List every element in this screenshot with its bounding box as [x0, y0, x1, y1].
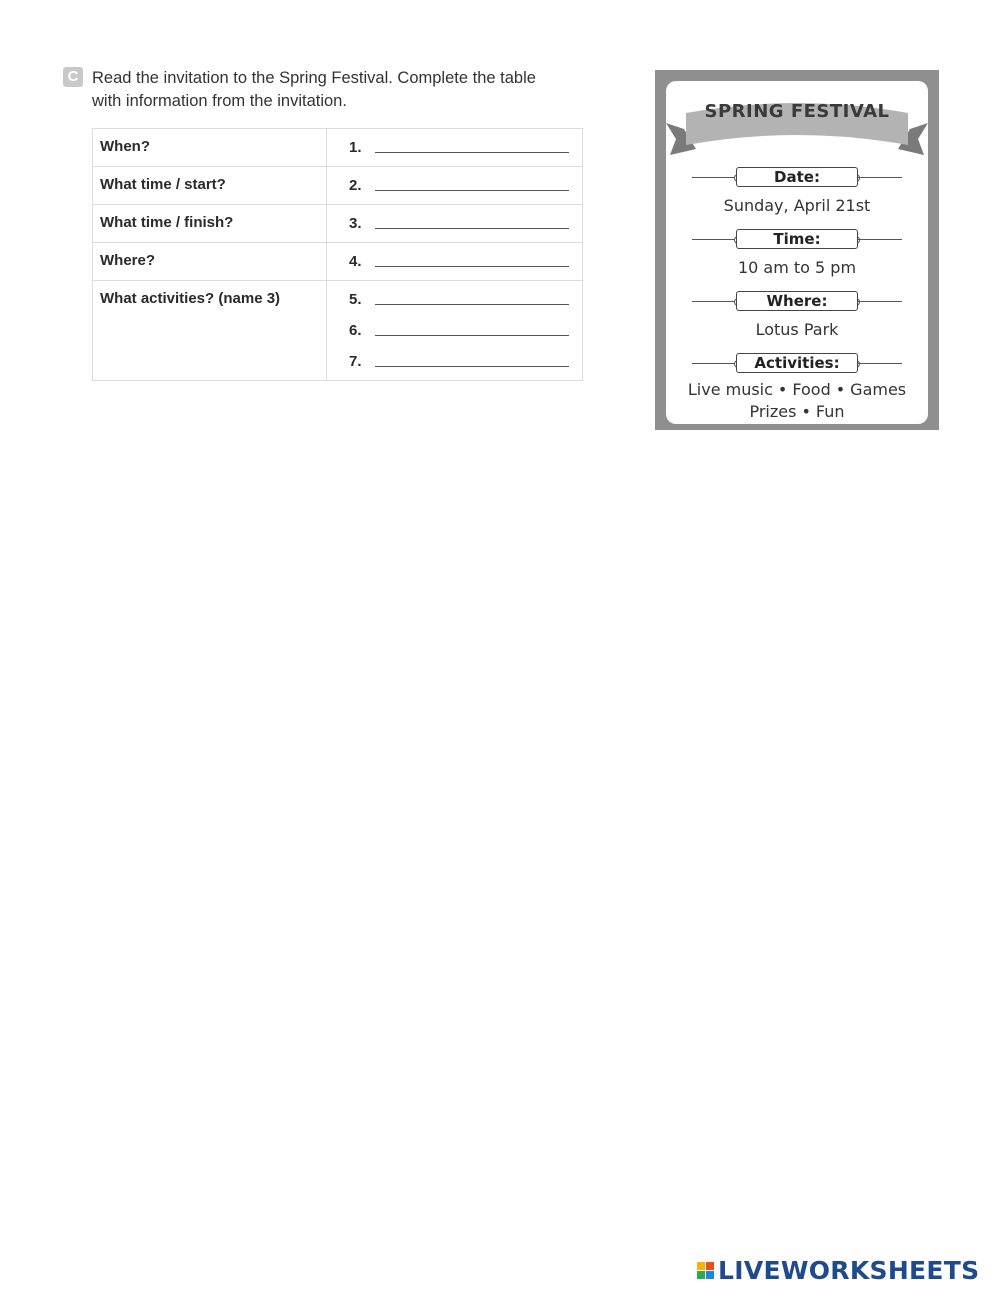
- answer-number: 2.: [349, 177, 362, 194]
- poster-card: [666, 81, 928, 424]
- poster-title: SPRING FESTIVAL: [704, 101, 890, 122]
- activity-item: Prizes: [749, 402, 797, 421]
- answer-blank[interactable]: [375, 190, 569, 191]
- answer-blank[interactable]: [375, 228, 569, 229]
- logo-squares-icon: [697, 1262, 714, 1279]
- bullet: •: [801, 402, 811, 421]
- question-cell: When?: [93, 129, 327, 167]
- activities-line-2: [666, 401, 928, 423]
- answer-cell: [327, 205, 583, 243]
- time-value: 10 am to 5 pm: [737, 258, 857, 277]
- table-row: [93, 205, 583, 243]
- date-label: Date:: [736, 167, 858, 187]
- activities-label: Activities:: [736, 353, 858, 373]
- answer-number: 5.: [349, 291, 362, 308]
- where-label: Where:: [736, 291, 858, 311]
- answer-blank[interactable]: [375, 366, 569, 367]
- bullet: •: [835, 380, 846, 399]
- where-value: Lotus Park: [755, 320, 839, 339]
- answer-cell: [327, 281, 583, 381]
- answer-number: 6.: [349, 322, 362, 339]
- time-label: Time:: [736, 229, 858, 249]
- bullet: •: [777, 380, 788, 399]
- answer-number: 1.: [349, 139, 362, 156]
- question-cell: Where?: [93, 243, 327, 281]
- liveworksheets-logo: [697, 1256, 979, 1285]
- instructions-text: Read the invitation to the Spring Festival. Complete the table with information from the invitation.: [92, 69, 536, 110]
- answer-number: 3.: [349, 215, 362, 232]
- exercise-badge: C: [63, 67, 83, 87]
- answer-number: 7.: [349, 353, 362, 370]
- date-section: [666, 167, 928, 217]
- table-row: [93, 243, 583, 281]
- question-cell: What activities? (name 3): [93, 281, 327, 381]
- activity-item: Live music: [687, 380, 773, 399]
- activities-section: [666, 353, 928, 423]
- table-row: [93, 129, 583, 167]
- festival-poster: [655, 70, 939, 430]
- activity-item: Fun: [815, 402, 845, 421]
- time-section: [666, 229, 928, 279]
- answer-cell: [327, 129, 583, 167]
- table-row: [93, 281, 583, 381]
- answer-blank[interactable]: [375, 152, 569, 153]
- answer-blank[interactable]: [375, 335, 569, 336]
- answer-number: 4.: [349, 253, 362, 270]
- question-cell: What time / finish?: [93, 205, 327, 243]
- date-value: Sunday, April 21st: [723, 196, 871, 215]
- activities-line-1: [666, 379, 928, 401]
- question-cell: What time / start?: [93, 167, 327, 205]
- answer-blank[interactable]: [375, 304, 569, 305]
- where-section: [666, 291, 928, 341]
- table-row: [93, 167, 583, 205]
- brand-name: LIVEWORKSHEETS: [718, 1256, 980, 1285]
- activity-item: Games: [850, 380, 907, 399]
- answer-table: [92, 128, 583, 381]
- answer-blank[interactable]: [375, 266, 569, 267]
- answer-cell: [327, 243, 583, 281]
- activity-item: Food: [792, 380, 831, 399]
- answer-cell: [327, 167, 583, 205]
